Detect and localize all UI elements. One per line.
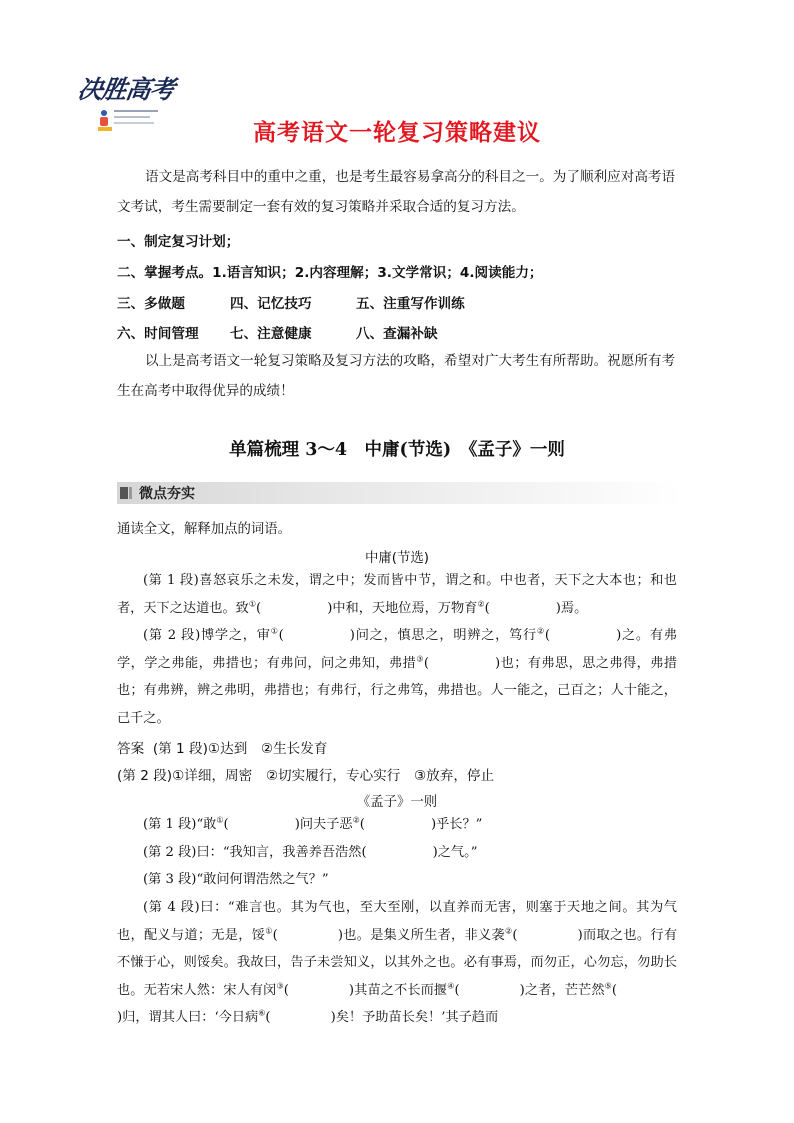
item-8-text: 八、查漏补缺 [356,326,438,342]
item-4-text: 四、记忆技巧 [230,296,312,312]
mz-p4-text-d: 其苗之不长而揠 [354,982,448,998]
conclusion-text: 以上是高考语文一轮复习策略及复习方法的攻略，希望对广大考生有所帮助。祝愿所有考生在高考中取得优异的成绩！ [117,353,676,399]
mengzi-paragraph-1: (第 1 段)“敢①( )问夫子恶②( )乎长？” [143,815,483,832]
mark-1: ① [216,815,224,825]
mark-6: ⑥ [258,1008,266,1018]
intro-paragraph [117,162,682,222]
mz-p2-text-b: 之气。” [437,845,478,860]
mz-p2-text-a: (第 2 段)曰：“我知言，我善养吾浩然 [143,845,362,860]
answer-label: 答案 [117,741,145,757]
item-6-text: 六、时间管理 [117,326,199,342]
answer-2-text: (第 2 段)①详细，周密 ②切实履行，专心实行 ③放弃，停止 [117,768,495,784]
mz-p4-text-f: 归，谓其人曰：‘今日病 [122,1010,259,1025]
item-2-text: 二、掌握考点。1.语言知识；2.内容理解；3.文学常识；4.阅读能力； [117,265,543,281]
band-label: 微点夯实 [139,486,195,502]
answer-line-2 [117,764,494,784]
mark-4: ④ [447,981,455,991]
mz-p3-text: (第 3 段)“敢问何谓浩然之气？” [143,872,329,887]
mark-1: ① [248,599,257,609]
mark-2: ② [504,926,513,936]
logo-text: 决胜高考 [75,75,176,104]
band-marker-icon [129,487,132,499]
mengzi-paragraph-4: (第 4 段)曰：“难言也。其为气也，至大至刚，以直养而无害，则塞于天地之间。其为气也，配义与道；无是，馁①( )也。是集义所生者，非义袭②( )而取之也。行有不慊于心，则馁矣。我故曰，告子未尝知义，以其外之也。必有事焉，而勿正，心勿忘，勿助长也。无若宋人然：宋人有闵③( )其苗之不长而揠④( )之者，芒芒然⑤()归，谓其人曰：‘今日病⑥( )矣！予助苗长矣！’其子趋而 [117,900,678,1025]
zy-p2-text-c: 之。有弗学，学之弗能，弗措也；有弗问，问之弗知，弗措 [117,628,678,671]
zhongyong-paragraph-1: (第 1 段)喜怒哀乐之未发，谓之中；发而皆中节，谓之和。中也者，天下之大本也；和也者，天下之达道也。致①( )中和，天地位焉，万物育②( )焉。 [117,573,677,616]
mark-1: ① [270,626,279,636]
mz-p4-text-g: 矣！予助苗长矣！’其子趋而 [335,1010,499,1025]
mz-p1-text-b: 问夫子恶 [299,817,353,832]
mz-p4-text-a: (第 4 段)曰：“难言也。其为气也，至大至刚，以直养而无害，则塞于天地之间。其为气也，配义与道；无是，馁 [117,900,677,943]
mark-2: ② [536,626,545,636]
mark-1: ① [265,926,273,936]
zy-p1-text-b: 中和，天地位焉，万物育 [332,600,478,616]
answer-1-text: (第 1 段)①达到 ②生长发育 [152,741,328,757]
mark-3: ③ [276,981,284,991]
mark-5: ⑤ [604,981,612,991]
mark-2: ② [477,599,485,609]
mz-p1-text-a: (第 1 段)“敢 [143,817,217,832]
mengzi-title: 《孟子》一则 [356,795,438,810]
item-3-text: 三、多做题 [117,296,185,312]
zy-p1-text-c: 焉。 [560,600,588,616]
band-marker-icon [120,487,128,499]
mengzi-paragraph-3 [117,866,677,894]
mark-2: ② [352,815,360,825]
zy-p1-text-a: (第 1 段)喜怒哀乐之未发，谓之中；发而皆中节，谓之和。中也者，天下之大本也；和也者，天下之达道也。致 [117,573,677,616]
mengzi-paragraph-2: (第 2 段)曰：“我知言，我善养吾浩然( )之气。” [143,845,478,860]
zy-p2-text-a: (第 2 段)博学之，审 [143,628,271,643]
answer-line-1 [117,737,327,757]
zy-p2-text-d: 也；有弗思，思之弗得，弗措也；有弗辨，辨之弗明，弗措也；有弗行，行之弗笃，弗措也。人一能之，己百之；人十能之，己千之。 [117,655,678,726]
zy-p2-text-b: 问之，慎思之，明辨之，笃行 [354,628,537,643]
page-title: 高考语文一轮复习策略建议 [253,120,541,146]
mz-p4-text-b: 也。是集义所生者，非义袭 [342,927,505,943]
conclusion-paragraph [117,346,682,406]
item-7-text: 七、注意健康 [230,326,312,342]
item-5-text: 五、注重写作训练 [356,296,465,312]
item-1-text: 一、制定复习计划； [117,234,240,250]
zhongyong-title: 中庸(节选) [364,551,429,566]
mz-p1-text-c: 乎长？” [436,817,483,832]
section-title: 单篇梳理 3～4 中庸(节选) 《孟子》一则 [229,440,565,460]
zhongyong-paragraph-2: (第 2 段)博学之，审①( )问之，慎思之，明辨之，笃行②( )之。有弗学，学之弗能，弗措也；有弗问，问之弗知，弗措③( )也；有弗思，思之弗得，弗措也；有弗辨，辨之弗明，弗措也；有弗行，行之弗笃，弗措也。人一能之，己百之；人十能之，己千之。 [117,626,678,726]
mz-p4-text-c: 而取之也。行有不慊于心，则馁矣。我故曰，告子未尝知义，以其外之也。必有事焉，而勿正，心勿忘，勿助长也。无若宋人然：宋人有闵 [117,927,678,998]
intro-text: 语文是高考科目中的重中之重，也是考生最容易拿高分的科目之一。为了顺利应对高考语文考试，考生需要制定一套有效的复习策略并采取合适的复习方法。 [117,169,676,215]
section-band [117,482,682,504]
mark-3: ③ [416,654,424,664]
instruction: 通读全文，解释加点的词语。 [117,522,292,537]
mz-p4-text-e: 之者，芒芒然 [524,982,605,998]
